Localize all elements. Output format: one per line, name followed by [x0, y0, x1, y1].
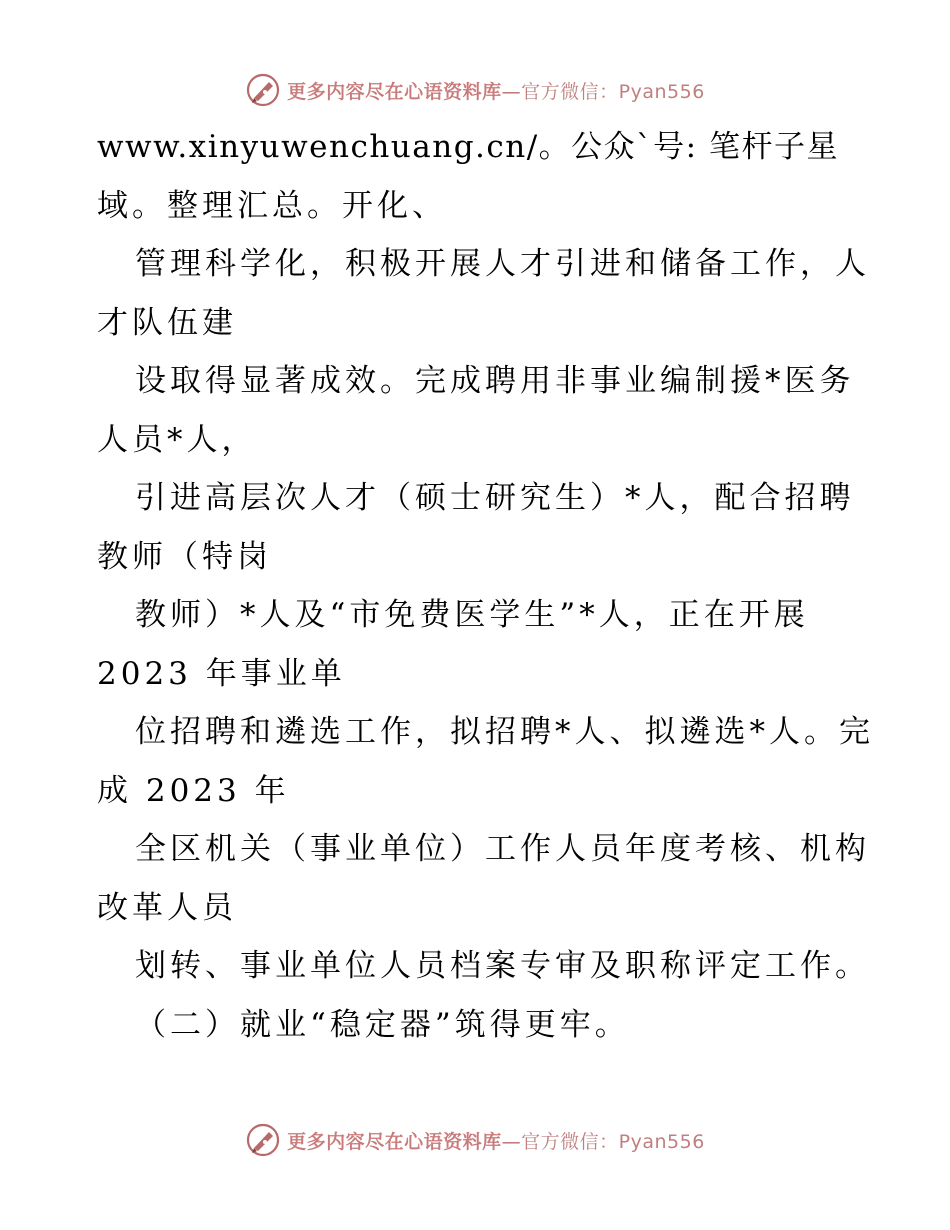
body-line: 人员*人， — [97, 421, 257, 458]
header-watermark — [0, 70, 950, 110]
body-line: 才队伍建 — [97, 304, 237, 341]
body-line: 2023 年事业单 — [97, 655, 346, 692]
body-line: www.xinyuwenchuang.cn/。公众`号: 笔杆子星 — [97, 129, 839, 165]
body-line: 域。整理汇总。开化、 — [97, 187, 447, 224]
body-line: 成 2023 年 — [97, 772, 290, 809]
document-body — [97, 118, 874, 1054]
watermark-text — [287, 77, 705, 104]
watermark-text — [287, 1127, 705, 1154]
watermark-wechat: 官方微信：Pyan556 — [521, 80, 705, 103]
watermark-wechat: 官方微信：Pyan556 — [521, 1130, 705, 1153]
watermark-brand: 更多内容尽在心语资料库 — [287, 80, 502, 103]
body-line: 设取得显著成效。完成聘用非事业编制援*医务 — [135, 363, 855, 399]
body-line: 改革人员 — [97, 889, 237, 926]
pen-logo-icon — [245, 72, 281, 108]
footer-watermark — [0, 1120, 950, 1160]
body-line: 位招聘和遴选工作，拟招聘*人、拟遴选*人。完 — [135, 714, 874, 750]
body-line: 全区机关（事业单位）工作人员年度考核、机构 — [135, 831, 870, 867]
body-line: 教师（特岗 — [97, 538, 272, 575]
body-line: 划转、事业单位人员档案专审及职称评定工作。 — [135, 948, 870, 984]
pen-logo-icon — [245, 1122, 281, 1158]
body-line: 管理科学化，积极开展人才引进和储备工作，人 — [135, 246, 870, 282]
watermark-separator: — — [501, 80, 522, 103]
body-line: 引进高层次人才（硕士研究生）*人，配合招聘 — [135, 480, 855, 516]
section-heading: （二）就业“稳定器”筑得更牢。 — [135, 1006, 630, 1043]
body-line: 教师）*人及“市免费医学生”*人，正在开展 — [135, 597, 809, 633]
watermark-separator: — — [501, 1130, 522, 1153]
watermark-brand: 更多内容尽在心语资料库 — [287, 1130, 502, 1153]
